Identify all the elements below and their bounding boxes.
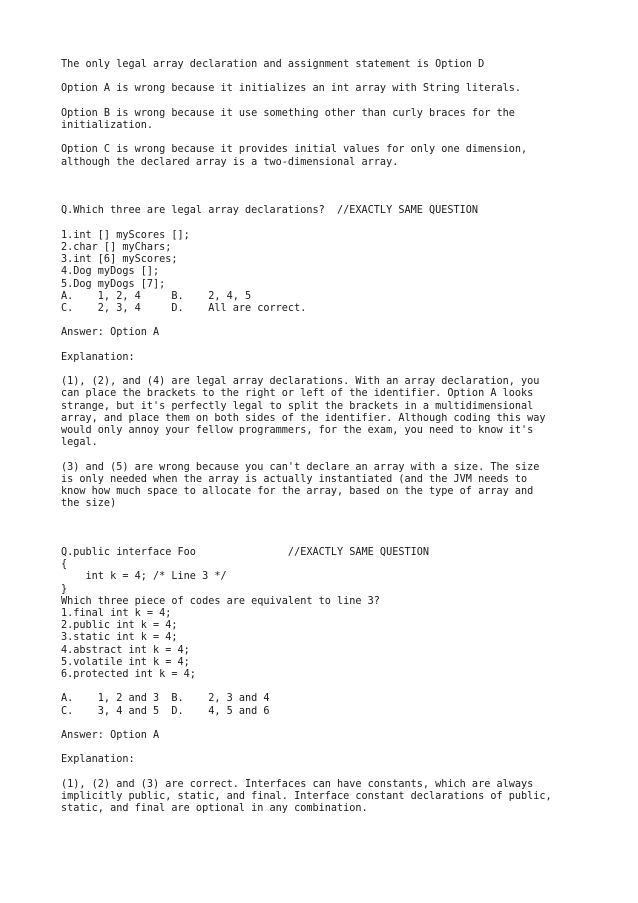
spacer	[61, 449, 598, 461]
paragraph: Q.Which three are legal array declarations? //EXACTLY SAME QUESTION	[61, 205, 479, 217]
spacer	[61, 681, 598, 693]
code-block: A. 1, 2 and 3 B. 2, 3 and 4 C. 3, 4 and 5 D. 4, 5 and 6	[61, 693, 270, 717]
spacer	[61, 132, 598, 144]
paragraph: Option B is wrong because it use something other than curly braces for the initialization.	[61, 107, 515, 131]
paragraph: (1), (2) and (3) are correct. Interfaces can have constants, which are always implicitly public, static, and final. Interface constant declarations of public, static, and final are optional in any combination.	[61, 778, 552, 815]
spacer	[61, 340, 598, 352]
spacer	[61, 218, 598, 230]
paragraph: The only legal array declaration and assignment statement is Option D	[61, 59, 485, 70]
code-block: 1.int [] myScores []; 2.char [] myChars; 3.int [6] myScores; 4.Dog myDogs []; 5.Dog myDogs [7]; A. 1, 2, 4 B. 2, 4, 5 C. 2, 3, 4 D. All are correct.	[61, 229, 307, 314]
paragraph: Explanation:	[61, 351, 135, 363]
spacer	[61, 315, 598, 327]
spacer	[61, 767, 598, 779]
spacer	[61, 169, 598, 206]
spacer	[61, 71, 598, 83]
paragraph: Answer: Option A	[61, 327, 160, 339]
spacer	[61, 742, 598, 754]
spacer	[61, 364, 598, 376]
paragraph: Answer: Option A	[61, 729, 160, 741]
document-body	[61, 59, 598, 815]
paragraph: (1), (2), and (4) are legal array declarations. With an array declaration, you can place the brackets to the right or left of the identifier. Option A looks strange, but it's perfectly legal to split the brackets in a multidimensional array, and place them on both sides of the identifier. Although coding this way would only annoy your fellow programmers, for the exam, you need to know it's legal.	[61, 376, 546, 449]
code-block: Q.public interface Foo //EXACTLY SAME QUESTION { int k = 4; /* Line 3 */ } Which three piece of codes are equivalent to line 3? 1.final int k = 4; 2.public int k = 4; 3.static int k = 4; 4.abstract int k = 4; 5.volatile int k = 4; 6.protected int k = 4;	[61, 546, 430, 680]
spacer	[61, 96, 598, 108]
paragraph: (3) and (5) are wrong because you can't declare an array with a size. The size is only needed when the array is actually instantiated (and the JVM needs to know how much space to allocate for the array, based on the type of array and the size)	[61, 461, 540, 510]
paragraph: Option A is wrong because it initializes an int array with String literals.	[61, 83, 522, 95]
paragraph: Option C is wrong because it provides initial values for only one dimension, although the declared array is a two-dimensional array.	[61, 144, 528, 168]
paragraph: Explanation:	[61, 754, 135, 766]
spacer	[61, 718, 598, 730]
spacer	[61, 510, 598, 547]
